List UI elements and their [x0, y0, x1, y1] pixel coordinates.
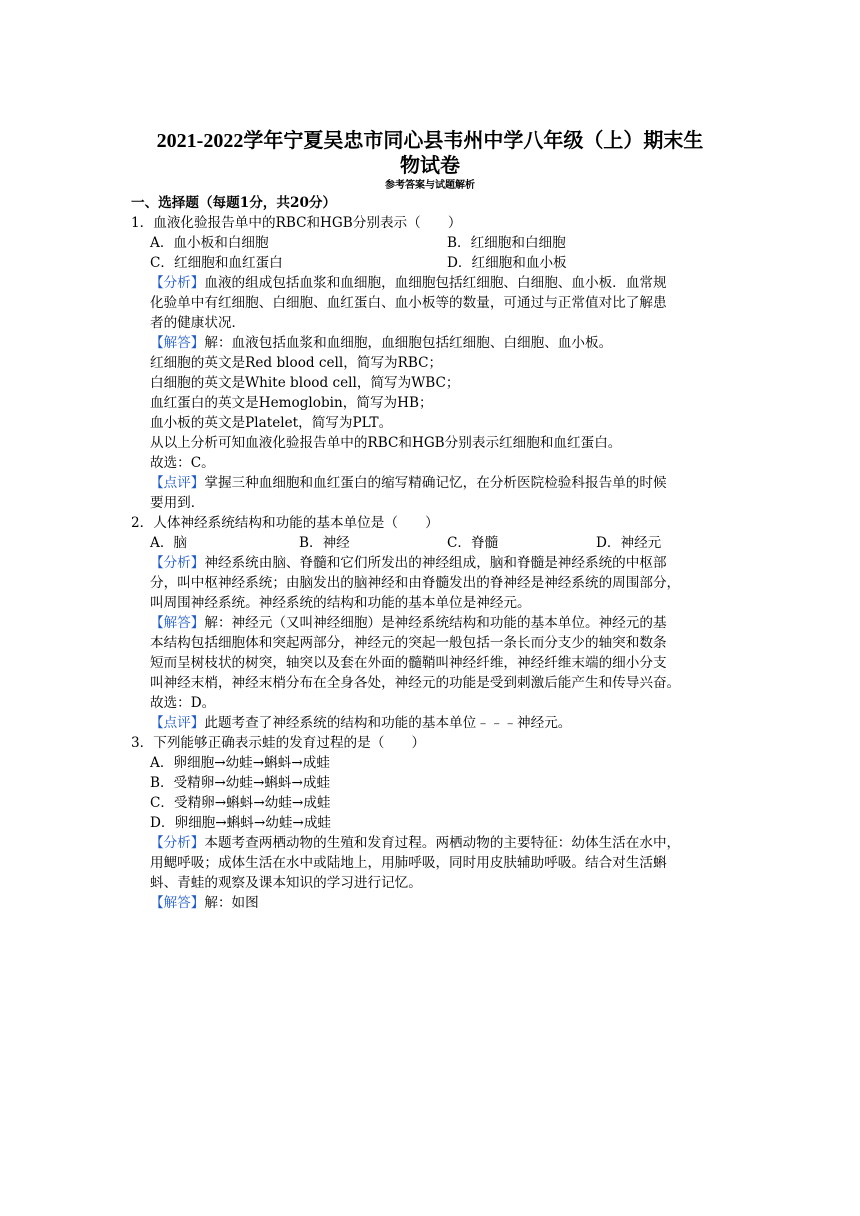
question-2-analysis: [150, 553, 667, 573]
analysis-tag: 【分析】: [150, 835, 205, 851]
answer-text: 解：如图: [204, 895, 259, 911]
question-1-answer: [150, 333, 612, 353]
question-3-stem: 3．下列能够正确表示蛙的发育过程的是（ ）: [131, 735, 426, 751]
question-2-comment: [150, 713, 571, 733]
analysis-text: 用鳃呼吸；成体生活在水中或陆地上，用肺呼吸，同时用皮肤辅助呼吸。结合对生活蝌: [150, 855, 667, 871]
question-1-option-b: B．红细胞和白细胞: [447, 235, 566, 251]
comment-tag: 【点评】: [150, 475, 205, 491]
question-3-option-a: A．卵细胞→幼蛙→蝌蚪→成蛙: [150, 755, 330, 771]
answer-text: 白细胞的英文是White blood cell，简写为WBC；: [150, 375, 460, 391]
answer-text: 血小板的英文是Platelet，简写为PLT。: [150, 415, 393, 431]
question-2-option-c: C．脊髓: [447, 535, 499, 551]
page-title-continued: 物试卷: [400, 155, 460, 177]
answer-tag: 【解答】: [150, 335, 205, 351]
answer-text: 短而呈树枝状的树突，轴突以及套在外面的髓鞘叫神经纤维，神经纤维末端的细小分支: [150, 655, 667, 671]
answer-choice: 故选：C。: [150, 455, 215, 471]
answer-text: 从以上分析可知血液化验报告单中的RBC和HGB分别表示红细胞和血红蛋白。: [150, 435, 622, 451]
question-1-option-a: A．血小板和白细胞: [150, 235, 269, 251]
question-2-option-d: D．神经元: [596, 535, 662, 551]
question-3-answer: [150, 893, 259, 913]
analysis-text: 神经系统由脑、脊髓和它们所发出的神经组成，脑和脊髓是神经系统的中枢部: [204, 555, 667, 571]
answer-text: 红细胞的英文是Red blood cell，简写为RBC；: [150, 355, 443, 371]
answer-choice: 故选：D。: [150, 695, 216, 711]
comment-text: 此题考查了神经系统的结构和功能的基本单位﹣﹣﹣神经元。: [204, 715, 572, 731]
question-2-answer: [150, 613, 667, 633]
question-2-option-a: A．脑: [150, 535, 188, 551]
question-3-analysis: [150, 833, 680, 853]
question-2-stem: 2．人体神经系统结构和功能的基本单位是（ ）: [131, 515, 439, 531]
question-1-option-d: D．红细胞和血小板: [447, 255, 567, 271]
analysis-text: 本题考查两栖动物的生殖和发育过程。两栖动物的主要特征：幼体生活在水中，: [204, 835, 681, 851]
answer-tag: 【解答】: [150, 895, 205, 911]
question-1-comment: [150, 473, 667, 493]
question-1-analysis: [150, 273, 667, 293]
analysis-text: 叫周围神经系统。神经系统的结构和功能的基本单位是神经元。: [150, 595, 531, 611]
comment-text: 掌握三种血细胞和血红蛋白的缩写精确记忆，在分析医院检验科报告单的时候: [204, 475, 667, 491]
section-heading: 一、选择题（每题1分，共20分）: [131, 195, 337, 211]
analysis-tag: 【分析】: [150, 555, 205, 571]
comment-text: 要用到．: [150, 495, 205, 511]
answer-text: 本结构包括细胞体和突起两部分，神经元的突起一般包括一条长而分支少的轴突和数条: [150, 635, 667, 651]
question-2-option-b: B．神经: [299, 535, 350, 551]
question-3-option-c: C．受精卵→蝌蚪→幼蛙→成蛙: [150, 795, 331, 811]
answer-tag: 【解答】: [150, 615, 205, 631]
page-title: 2021-2022学年宁夏吴忠市同心县韦州中学八年级（上）期末生: [156, 130, 704, 152]
page-subtitle: 参考答案与试题解析: [385, 180, 475, 191]
analysis-text: 血液的组成包括血浆和血细胞，血细胞包括红细胞、白细胞、血小板．血常规: [204, 275, 667, 291]
analysis-text: 蚪、青蛙的观察及课本知识的学习进行记忆。: [150, 875, 422, 891]
analysis-text: 化验单中有红细胞、白细胞、血红蛋白、血小板等的数量，可通过与正常值对比了解患: [150, 295, 667, 311]
answer-text: 血红蛋白的英文是Hemoglobin，简写为HB；: [150, 395, 433, 411]
answer-text: 解：神经元（又叫神经细胞）是神经系统结构和功能的基本单位。神经元的基: [204, 615, 667, 631]
question-1-stem: 1．血液化验报告单中的RBC和HGB分别表示（ ）: [131, 215, 462, 231]
question-3-option-d: D．卵细胞→蝌蚪→幼蛙→成蛙: [150, 815, 332, 831]
answer-text: 叫神经末梢，神经末梢分布在全身各处，神经元的功能是受到刺激后能产生和传导兴奋。: [150, 675, 681, 691]
analysis-text: 分，叫中枢神经系统；由脑发出的脑神经和由脊髓发出的脊神经是神经系统的周围部分，: [150, 575, 681, 591]
comment-tag: 【点评】: [150, 715, 205, 731]
question-3-option-b: B．受精卵→幼蛙→蝌蚪→成蛙: [150, 775, 331, 791]
analysis-text: 者的健康状况．: [150, 315, 246, 331]
analysis-tag: 【分析】: [150, 275, 205, 291]
answer-text: 解：血液包括血浆和血细胞，血细胞包括红细胞、白细胞、血小板。: [204, 335, 613, 351]
question-1-option-c: C．红细胞和血红蛋白: [150, 255, 283, 271]
